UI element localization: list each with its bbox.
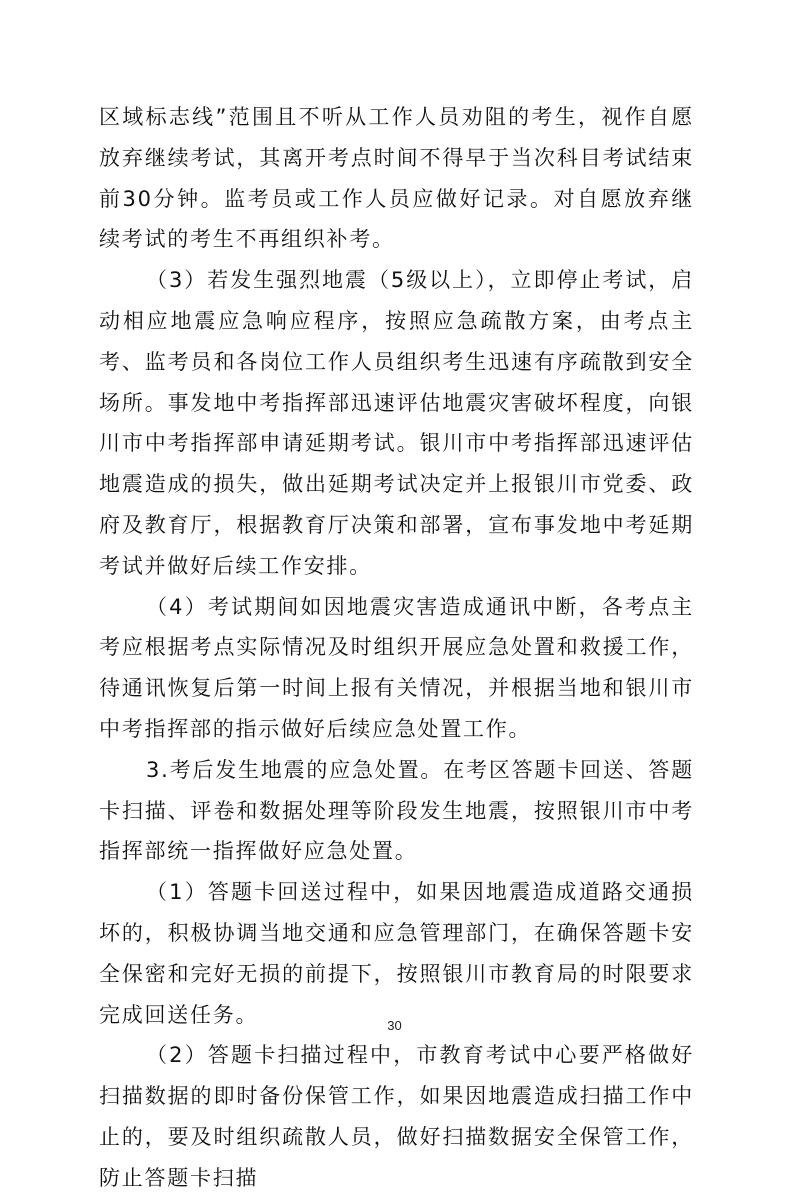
paragraph-item-3: （3）若发生强烈地震（5级以上），立即停止考试，启动相应地震应急响应程序，按照应急疏散方案，由考点主考、监考员和各岗位工作人员组织考生迅速有序疏散到安全场所。事发地中考指挥部迅速评估地震灾害破坏程度，向银川市中考指挥部申请延期考试。银川市中考指挥部迅速评估地震造成的损失，做出延期考试决定并上报银川市党委、政府及教育厅，根据教育厅决策和部署，宣布事发地中考延期考试并做好后续工作安排。 (99, 268, 694, 578)
paragraph-continuation: 区域标志线”范围且不听从工作人员劝阻的考生，视作自愿放弃继续考试，其离开考点时间不得早于当次科目考试结束前30分钟。监考员或工作人员应做好记录。对自愿放弃继续考试的考生不再组织补考。 (99, 105, 694, 252)
paragraph-subitem-2: （2）答题卡扫描过程中，市教育考试中心要严格做好扫描数据的即时备份保管工作，如果因地震造成扫描工作中止的，要及时组织疏散人员，做好扫描数据安全保管工作，防止答题卡扫描 (99, 1043, 694, 1190)
paragraph-section-3: 3.考后发生地震的应急处置。在考区答题卡回送、答题卡扫描、评卷和数据处理等阶段发生地震，按照银川市中考指挥部统一指挥做好应急处置。 (99, 757, 694, 864)
paragraph-item-4: （4）考试期间如因地震灾害造成通讯中断，各考点主考应根据考点实际情况及时组织开展应急处置和救援工作，待通讯恢复后第一时间上报有关情况，并根据当地和银川市中考指挥部的指示做好后续应急处置工作。 (99, 594, 694, 741)
document-body (99, 97, 694, 1199)
page-number: 30 (387, 1018, 402, 1033)
paragraph-subitem-1: （1）答题卡回送过程中，如果因地震造成道路交通损坏的，积极协调当地交通和应急管理部门，在确保答题卡安全保密和完好无损的前提下，按照银川市教育局的时限要求完成回送任务。 (99, 880, 694, 1027)
